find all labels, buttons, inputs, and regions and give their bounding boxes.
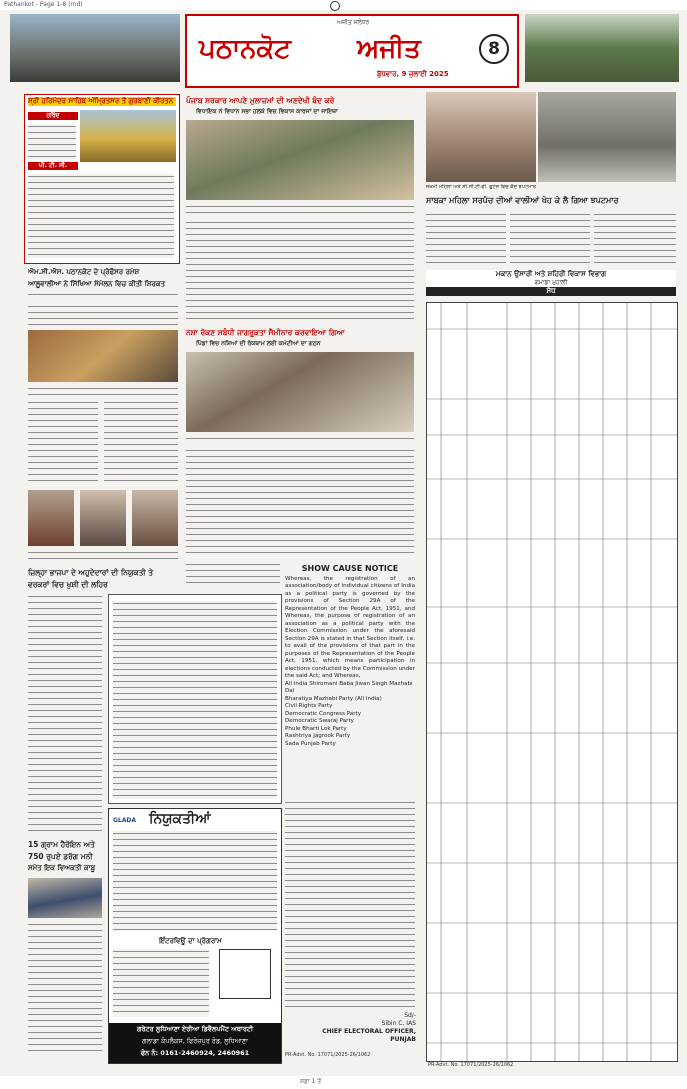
story-nasha-body [186,448,414,558]
story-heroin-heading: 15 ਗ੍ਰਾਮ ਹੈਰੋਇਨ ਅਤੇ [28,840,95,849]
notice-party-4: Democratic Swaraj Party [285,718,354,724]
snatching-body-1 [426,212,506,266]
notice-designation: CHIEF ELECTORAL OFFICER, PUNJAB [322,1028,416,1043]
top-strip [0,0,687,10]
tender-subtitle: ਗਮਾਡਾ ਮੁਹਾਲੀ [534,279,568,286]
paper-label: ਅਜੀਤ ਜਲੰਧਰ [337,19,370,26]
story-mcs-photo [28,330,178,382]
notice-party-1: Bharatiya Mazhabi Party (All India) [285,695,382,702]
portrait-1 [28,490,74,546]
tender-table-head: ਸੋਧ [426,287,676,296]
portrait-3 [132,490,178,546]
story-bjp-body [28,594,102,834]
recruitment-footer-title: ਗਰੇਟਰ ਲੁਧਿਆਣਾ ਏਰੀਆ ਡਿਵੈਲਪਮੈਂਟ ਅਥਾਰਟੀ [136,1025,254,1033]
story-nasha-photo [186,352,414,432]
snatching-photo-cctv [538,92,676,182]
recruitment-program-title: ਇੰਟਰਵਿਊ ਦਾ ਪ੍ਰੋਗਰਾਮ [159,937,222,945]
masthead-city: ਪਠਾਨਕੋਟ [199,34,291,64]
recruitment-photo-box [219,949,271,999]
story-heroin-heading-2: 750 ਰੁਪਏ ਡਰੱਗ ਮਨੀ [28,852,93,861]
snatching-heading: ਸਾਬਕਾ ਮਹਿਲਾ ਸਰਪੰਚ ਦੀਆਂ ਵਾਲੀਆਂ ਖੋਹ ਕੇ ਲੈ ਗਿਆ ਝਪਟਮਾਰ [426,196,619,205]
story-main-caption [186,204,414,216]
top-strip-text: Pathankot - Page 1-8 (rnd) [4,1,83,8]
masthead-photo-left [10,14,180,82]
gmada-ad-body [113,601,277,799]
notice-party-0: All India Shiromani Baba Jiwan Singh Mazhabi Dal [285,680,413,694]
tender-title: ਮਕਾਨ ਉਸਾਰੀ ਅਤੇ ਸ਼ਹਿਰੀ ਵਿਕਾਸ ਵਿਭਾਗ [495,270,607,278]
story-kirtan-body [28,124,76,160]
story-kirtan-body-2 [28,174,174,258]
masthead-brand: ਅਜੀਤ [357,34,421,64]
snatching-body-2 [510,212,590,266]
story-mcs-heading: ਐਮ.ਸੀ.ਐਸ. ਪਠਾਨਕੋਟ ਦੇ ਪ੍ਰੋਫੈਸਰ ਰਮੇਸ਼ [28,268,140,276]
portrait-2 [80,490,126,546]
recruitment-program-body [113,949,209,1017]
tender-table-grid [427,303,677,1061]
story-mcs-caption [28,386,178,398]
story-mcs-body-2 [28,400,98,482]
masthead [185,14,519,88]
notice-body-lines [285,800,415,1008]
snatching-body-3 [594,212,676,266]
snatching-caption: ਜ਼ਖ਼ਮੀ ਮਹਿਲਾ ਅਤੇ ਸੀ.ਸੀ.ਟੀ.ਵੀ. ਫੁਟੇਜ ਵਿਚ ਕੈਦ ਝਪਟਮਾਰ [426,184,536,190]
story-heroin-heading-3: ਸਮੇਤ ਇਕ ਵਿਅਕਤੀ ਕਾਬੂ [28,864,96,872]
notice-title: SHOW CAUSE NOTICE [301,564,399,573]
notice-party-2: Civil Rights Party [285,703,333,709]
page-number: 8 [479,34,509,64]
story-nasha-heading: ਨਸ਼ਾ ਰੋਕਣ ਸਬੰਧੀ ਜਾਗਰੂਕਤਾ ਸੈਮੀਨਾਰ ਕਰਵਾਇਆ ਗਿਆ [186,328,345,337]
snatching-photo-woman [426,92,536,182]
notice-adv-no: PR-Advt. No. 17071/2025-26/1062 [285,1052,371,1058]
registration-mark-icon [330,1,340,11]
story-kirtan-heading: ਸ੍ਰੀ ਹਰਿਮੰਦਰ ਸਾਹਿਬ ਅੰਮ੍ਰਿਤਸਰ ਤੋਂ ਗੁਰਬਾਣੀ ਕੀਰਤਨ [28,97,176,106]
page-footer-text: ਸਫ਼ਾ 1 ਤੋਂ [300,1078,322,1085]
notice-signature-block [320,1012,416,1044]
tender-table [426,302,678,1062]
masthead-date: ਬੁੱਧਵਾਰ, 9 ਜੁਲਾਈ 2025 [377,70,449,78]
story-main-body [186,220,414,320]
notice-party-3: Democratic Congress Party [285,710,362,717]
notice-signatory: Sibin C, IAS [381,1020,416,1027]
notice-intro: Whereas, the registration of an association/body of individual citizens of India as a political party is governed by the provisions of Section 29A of the Representation of the People Act, 1951, and Whereas, the purpose of registration of an association as a political party with the Election Commission under the aforesaid Section 29A is stated in that Section itself, i.e. to avail of the provisions of that part in the purposes of the Representation of the People Act, 1951, which means participation in elections conducted by the Commission under the said Act; and Whereas, [285,575,415,679]
story-bjp-caption [28,550,178,564]
story-kirtan-badge: ਹਰਿੰਦ [28,112,78,120]
story-mcs-heading-2: ਆਲੂਵਾਲੀਆ ਨੇ ਸਿੱਖਿਆ ਸੰਮੇਲਨ ਵਿਚ ਕੀਤੀ ਸ਼ਿਰਕਤ [28,280,166,288]
recruitment-footer-address: ਗਲਾਡਾ ਕੰਪਲੈਕਸ, ਫਿਰੋਜ਼ਪੁਰ ਰੋਡ, ਲੁਧਿਆਣਾ [142,1037,248,1045]
story-bjp-body-2 [186,562,280,588]
story-mcs-body-3 [104,400,178,482]
recruitment-body [113,831,277,931]
recruitment-footer-phone: ਫੋਨ ਨੰ: 0161-2460924, 2460961 [140,1049,250,1057]
masthead-photo-right [525,14,679,82]
story-nasha-caption [186,436,414,444]
story-mcs-body [28,304,178,328]
story-nasha-sub: ਪਿੰਡਾਂ ਵਿਚ ਨਸ਼ਿਆਂ ਦੀ ਰੋਕਥਾਮ ਲਈ ਕਮੇਟੀਆਂ ਦਾ ਗਠਨ [196,340,321,347]
story-kirtan-badge-2: ਪੀ. ਟੀ. ਸੀ. [28,162,78,170]
tender-footer-adv-no: PR-Advt. No. 17071/2025-26/1062 [428,1062,514,1068]
notice-signature: Sd/- [404,1012,416,1019]
story-main-photo [186,120,414,200]
golden-temple-photo [80,110,176,162]
gmada-ad [108,594,282,804]
show-cause-notice [285,565,415,748]
notice-party-5: Phule Bharti Lok Party [285,725,347,732]
story-bjp-heading-2: ਵਰਕਰਾਂ ਵਿਚ ਖੁਸ਼ੀ ਦੀ ਲਹਿਰ [28,580,108,589]
story-mcs-sub [28,292,178,300]
recruitment-ad [108,808,282,1064]
story-main-subheading: ਵਿਧਾਇਕ ਨੇ ਵਿਧਾਨ ਸਭਾ ਹਲਕੇ ਵਿਚ ਵਿਕਾਸ ਕਾਰਜਾਂ ਦਾ ਜਾਇਜ਼ਾ [196,108,338,115]
story-heroin-body [28,922,102,1056]
story-heroin-photo [28,878,102,918]
recruitment-footer [109,1023,281,1063]
story-main-heading: ਪੰਜਾਬ ਸਰਕਾਰ ਆਪਣੇ ਮੁਲਾਜ਼ਮਾਂ ਦੀ ਅਣਦੇਖੀ ਬੰਦ ਕਰੇ [186,96,335,105]
notice-party-6: Rashtriya Jagrook Party [285,733,351,739]
story-bjp-heading: ਜ਼ਿਲ੍ਹਾ ਭਾਜਪਾ ਦੇ ਅਹੁਦੇਦਾਰਾਂ ਦੀ ਨਿਯੁਕਤੀ ਤੇ [28,568,154,577]
notice-party-7: Sada Punjab Party [285,740,336,747]
glada-logo: GLADA [113,817,137,824]
recruitment-title: ਨਿਯੁਕਤੀਆਂ [149,811,211,827]
tender-header [426,270,676,296]
bottom-strip [0,1076,687,1089]
